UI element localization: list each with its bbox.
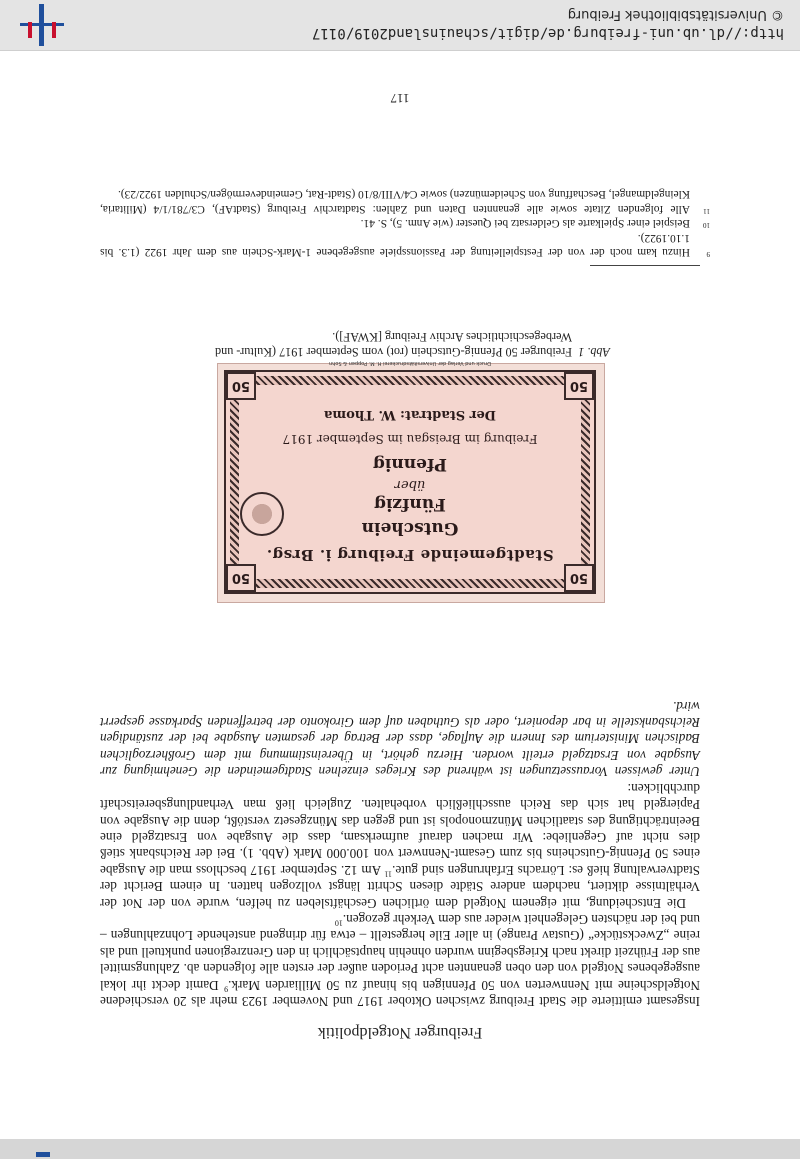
border-rope — [250, 579, 570, 588]
footnote-number: 10 — [703, 221, 710, 230]
caption-label: Abb. 1 — [578, 345, 610, 359]
logo-stroke — [28, 22, 32, 38]
paragraph-2: Die Entscheidung, mit eigenem Notgeld dem örtlichen Geschäftsleben zu helfen, wurde von der Not der Verhältnisse diktiert, nachdem andere Städte diesen Schritt längst vollzogen hatten. In einem Bericht der Stadtverwaltung hieß es: Lörrachs Erfahrungen sind gute.$^{11}$ Am 12. September 1917 beschloss man die Ausgabe eines 50 Pfennig-Gutscheins bis zum Gesamt-Nennwert von 100.000 Mark (Abb. 1). Bei der Reichsbank stieß dies nicht auf Gegenliebe: Wir machen darauf aufmerksam, dass die Ausgabe von Ersatzgeld eine Beeinträchtigung des staatlichen Münzmonopols ist und gegen das Münzgesetz verstößt, denn die Ausgabe von Papiergeld hat sich das Reich ausschließlich vorbehalten. Zugleich ließ man Verhandlungsbereitschaft durchblicken: — [100, 780, 700, 911]
figure-caption — [190, 329, 610, 359]
logo-stroke — [52, 22, 56, 38]
paragraph-1: Insgesamt emittierte die Stadt Freiburg zwischen Oktober 1917 und November 1923 mehr als 20 verschiedene Notgeldscheine mit Nennwerten von 50 Pfennigen bis hinauf zu 50 Milliarden Mark.$^9$ Damit deckt ihr lokal ausgegebenes Notgeld von den oben genannten acht Perioden außer der ersten alle folgenden ab. Zahlungsmittel aus der Frühzeit direkt nach Kriegsbeginn wurden ohnehin hauptsächlich in den Grenzregionen punktuell und als reine „Zweckstücke“ (Gustav Prange) in aller Eile hergestellt – etwa für dringend anstehende Lohnzahlungen – und bei der nächsten Gelegenheit wieder aus dem Verkehr gezogen.$^{10}$ — [99, 911, 700, 1009]
body-text — [100, 697, 700, 1009]
footnote: 9 Hinzu kam noch der von der Festspielleitung der Passionsspiele ausgegebene 1-Mark-Schein aus dem Jahr 1922 (1.3. bis 1.10.1922). — [100, 230, 700, 259]
footnote-number: 9 — [706, 250, 710, 258]
footnote-ref-9[interactable]: 9 — [224, 983, 229, 993]
caption-text: Freiburger 50 Pfennig-Gutschein (rot) vom September 1917 (Kultur- und Werbegeschichtliches Archiv Freiburg [KWAF]). — [215, 330, 572, 359]
footnote: 10 Beispiel einer Spielkarte als Geldersatz bei Quester (wie Anm. 5), S. 41. — [100, 216, 700, 230]
footnote-number: 11 — [703, 206, 710, 215]
denomination-corner: 50 — [226, 564, 256, 592]
university-logo-icon — [20, 4, 64, 46]
border-rope — [250, 376, 570, 385]
footnote: 11 Alle folgenden Zitate sowie alle genannten Daten und Zahlen: Stadtarchiv Freiburg (StadtAF), C3/781/1/4 (Militaria, Kleingeldmangel, Beschaffung von Scheidemünzen) sowie C4/VIII/8/10 (Stadt-Rat, Gemeindevermögen/Schulden 1922/23). — [100, 187, 700, 216]
banknote-over: über — [394, 477, 426, 492]
footnote-ref-11[interactable]: 11 — [384, 869, 393, 879]
copyright-text: © Universitätsbibliothek Freiburg — [567, 7, 784, 22]
banknote — [224, 360, 596, 594]
border-rope — [230, 396, 239, 568]
footnote-divider — [590, 265, 700, 266]
banknote-figure — [217, 360, 605, 603]
top-bar — [0, 1139, 800, 1159]
paragraph-quote: Unter gewissen Voraussetzungen ist während des Krieges einzelnen Stadtgemeinden die Genehmigung zur Ausgabe von Ersatzgeld erteilt worden. Hierzu gehört, in Übereinstimmung mit dem Großherzoglichen Badischen Ministerium des Innern die Auflage, dass der Betrag der gesamten Ausgabe bei der zuständigen Reichsbankstelle in bar deponiert, oder als Guthaben auf dem Girokonto der betreffenden Sparkasse gesperrt wird. — [100, 698, 700, 780]
banknote-name: Gutschein — [361, 518, 459, 538]
footer-bar — [0, 0, 800, 51]
banknote-issuer: Stadtgemeinde Freiburg i. Brsg. — [266, 546, 554, 564]
banknote-signature: Der Stadtrat: W. Thoma — [323, 407, 497, 422]
running-title: Freiburger Notgeldpolitik — [317, 1024, 483, 1041]
footnote-ref-10[interactable]: 10 — [334, 918, 343, 928]
border-rope — [581, 396, 590, 568]
footnotes — [100, 187, 710, 259]
denomination-corner: 50 — [564, 372, 594, 400]
denomination-corner: 50 — [226, 372, 256, 400]
page-number: 117 — [390, 91, 410, 106]
logo-stroke — [20, 23, 64, 26]
denomination-corner: 50 — [564, 564, 594, 592]
source-url-link[interactable]: http://dl.ub.uni-freiburg.de/digit/schauinsland2019/0117 — [311, 25, 784, 41]
banknote-place-date: Freiburg im Breisgau im September 1917 — [282, 432, 538, 446]
banknote-unit: Pfennig — [373, 454, 447, 474]
banknote-printer: Druck und Verlag der Universitätsdruckerei H. M. Poppen & Sohn — [329, 360, 491, 366]
banknote-amount: Fünfzig — [374, 494, 446, 514]
logo-fragment-icon — [36, 1152, 50, 1157]
